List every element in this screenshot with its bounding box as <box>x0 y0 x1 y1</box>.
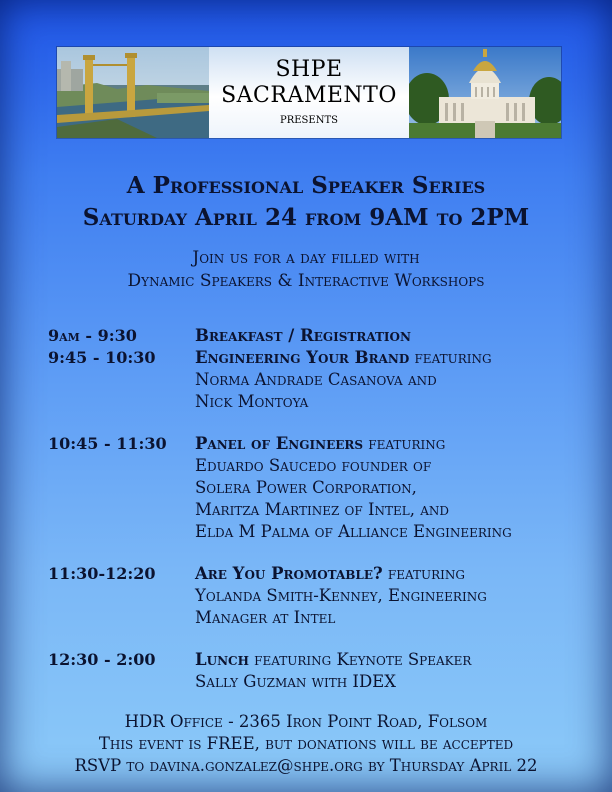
banner-presents: presents <box>280 111 338 127</box>
capitol-building-illustration <box>409 47 561 138</box>
capitol-photo <box>409 47 561 138</box>
donation-note: This event is FREE, but donations will be accepted <box>98 734 514 753</box>
session-title: Panel of Engineers <box>195 434 364 453</box>
banner-title-block <box>209 47 409 138</box>
schedule-time: 11:30-12:20 <box>48 564 156 583</box>
session-title: Breakfast / Registration <box>195 326 411 345</box>
rsvp-note: RSVP to davina.gonzalez@shpe.org by Thursday April 22 <box>74 756 538 775</box>
schedule-time: 10:45 - 11:30 <box>48 434 167 453</box>
schedule-item <box>48 649 598 693</box>
headline-date: Saturday April 24 from 9AM to 2PM <box>82 204 530 231</box>
speaker-line: Solera Power Corporation, <box>195 478 417 497</box>
schedule-item <box>48 347 598 413</box>
speaker-line: Maritza Martinez of Intel, and <box>195 500 449 519</box>
schedule-item <box>48 563 598 629</box>
schedule-list <box>48 325 598 693</box>
header-banner <box>56 46 562 139</box>
speaker-line: Yolanda Smith-Kenney, Engineering <box>195 586 487 605</box>
schedule-description <box>195 347 598 413</box>
intro-line-1: Join us for a day filled with <box>192 248 420 268</box>
schedule-item <box>48 433 598 543</box>
schedule-time: 12:30 - 2:00 <box>48 650 156 669</box>
session-featuring: featuring <box>363 434 446 453</box>
schedule-time: 9am - 9:30 <box>48 326 137 345</box>
schedule-description <box>195 563 598 629</box>
speaker-line: Norma Andrade Casanova and <box>195 370 437 389</box>
banner-title-line2: SACRAMENTO <box>221 83 397 108</box>
speaker-line: Eduardo Saucedo founder of <box>195 456 432 475</box>
session-featuring: featuring <box>409 348 492 367</box>
session-title: Lunch <box>195 650 249 669</box>
schedule-item <box>48 325 598 347</box>
bridge-photo <box>57 47 209 138</box>
schedule-time: 9:45 - 10:30 <box>48 348 156 367</box>
schedule-description <box>195 433 598 543</box>
speaker-line: Manager at Intel <box>195 608 336 627</box>
venue-address: HDR Office - 2365 Iron Point Road, Folsom <box>124 712 488 731</box>
intro-line-2: Dynamic Speakers & Interactive Workshops <box>127 271 485 291</box>
schedule-description <box>195 325 598 347</box>
speaker-line: Sally Guzman with IDEX <box>195 672 396 691</box>
session-title: Engineering Your Brand <box>195 348 410 367</box>
headline-series: A Professional Speaker Series <box>126 172 486 199</box>
schedule-description <box>195 649 598 693</box>
speaker-line: Nick Montoya <box>195 392 309 411</box>
speaker-line: Elda M Palma of Alliance Engineering <box>195 522 512 541</box>
session-featuring: featuring <box>382 564 465 583</box>
session-title: Are You Promotable? <box>195 564 383 583</box>
banner-title-line1: SHPE <box>275 57 343 82</box>
tower-bridge-illustration <box>57 47 209 138</box>
session-featuring: featuring Keynote Speaker <box>248 650 472 669</box>
